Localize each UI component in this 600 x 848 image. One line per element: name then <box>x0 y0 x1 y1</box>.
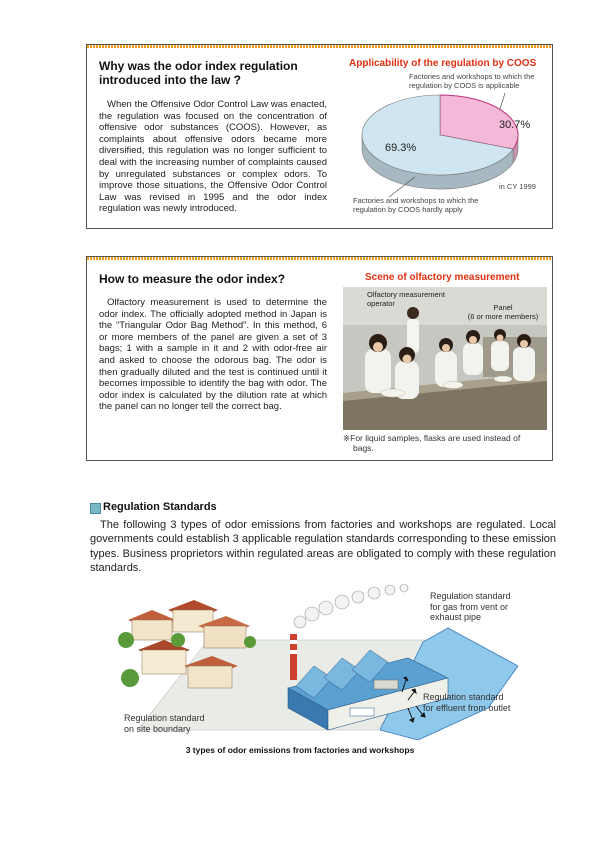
leader-line-applicable <box>500 93 505 109</box>
section2-heading: How to measure the odor index? <box>99 272 286 286</box>
section-how-to-measure <box>86 256 553 461</box>
section1-heading: Why was the odor index regulation introduced into the law ? <box>99 59 298 87</box>
regulation-paragraph: The following 3 types of odor emissions from factories and workshops are regulated. Local governments could establish 3 applicable regulation standards corresponding to these emission types. Business proprietors within regulated areas are obligated to comply with these regulation standards. <box>90 519 556 575</box>
pie-label-applicable: Factories and workshops to which the regulation by COOS is applicable <box>409 72 535 90</box>
section1-paragraph: When the Offensive Odor Control Law was enacted, the regulation was focused on the concentration of offensive odor substances (COOS). However, as complaints about offensive odors became more diversified, this regulation was no longer sufficient to deal with the increasing number of complaints caused by unregulated substances or complex odors. To improve those situations, the Offensive Odor Control Law was revised in 1995 and the odor index regulation was newly introduced. <box>99 99 327 215</box>
illustration-caption: 3 types of odor emissions from factories and workshops <box>185 745 415 755</box>
regulation-title: Regulation Standards <box>103 501 217 513</box>
photo-label-operator: Olfactory measurement operator <box>367 290 445 308</box>
olfactory-measurement-photo <box>343 287 547 430</box>
square-bullet-icon <box>90 503 101 514</box>
label-site-boundary: Regulation standard on site boundary <box>124 713 205 734</box>
pie-value-applicable: 30.7% <box>499 119 531 131</box>
houses-icon <box>128 600 250 688</box>
photo-label-panel: Panel (6 or more members) <box>467 303 539 321</box>
dotted-top-border <box>87 257 552 260</box>
pie-label-hardly: Factories and workshops to which the regulation by COOS hardly apply <box>353 196 479 214</box>
chart-title: Applicability of the regulation by COOS <box>349 58 537 69</box>
label-gas-vent: Regulation standard for gas from vent or exhaust pipe <box>430 591 511 622</box>
dotted-top-border <box>87 45 552 48</box>
smoke-icon <box>294 584 408 628</box>
photo-title: Scene of olfactory measurement <box>365 272 520 283</box>
chart-annotation: in CY 1999 <box>499 182 536 191</box>
outlet-pipe-icon <box>374 680 398 689</box>
section-why-odor-index <box>86 44 553 229</box>
pie-value-hardly: 69.3% <box>385 142 417 154</box>
liquid-sample-note: ※For liquid samples, flasks are used instead of bags. <box>343 433 521 453</box>
chimney-icon <box>290 630 297 680</box>
label-effluent: Regulation standard for effluent from outlet <box>423 692 511 713</box>
section2-paragraph: Olfactory measurement is used to determine the odor index. The officially adopted method in Japan is the “Triangular Odor Bag Method”. In this method, 6 or more members of the panel are given a set of 3 bags; 1 with a sample in it and 2 with odor-free air and asked to choose the odorous bag. The odor is then gradually diluted and the test is continued until it becomes impossible to identify the bag with odor. The odor index is calculated by the dilution rate at which the panel can no longer tell the correct bag. <box>99 297 327 413</box>
